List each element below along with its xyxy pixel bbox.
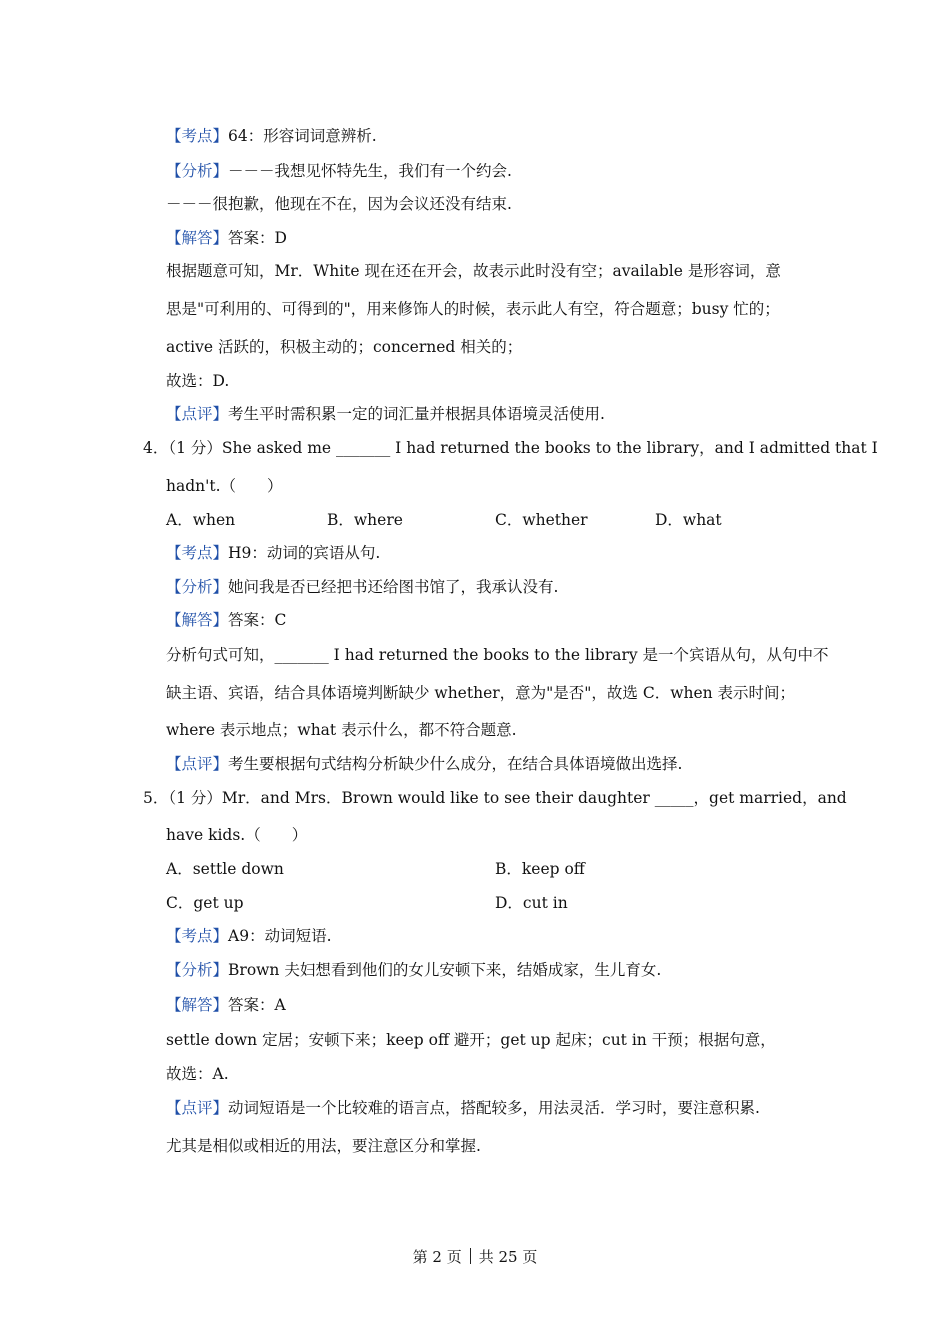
fenxi-line [166,161,512,181]
question-4-option-c: C．whether [495,511,588,529]
line-text: 她问我是否已经把书还给图书馆了，我承认没有. [228,578,559,596]
line-text: 考生平时需积累一定的词汇量并根据具体语境灵活使用. [228,405,605,423]
fenxi-tag: 【分析】 [166,162,229,180]
line-text: －－－我想见怀特先生，我们有一个约会. [228,162,512,180]
page-footer [0,1247,950,1267]
dianping-tag: 【点评】 [166,405,229,423]
text-line: 缺主语、宾语，结合具体语境判断缺少 whether，意为"是否"，故选 C．when 表示时间； [166,684,796,702]
text-line: 思是"可利用的、可得到的"，用来修饰人的时候，表示此人有空，符合题意；busy 忙的； [166,300,780,318]
question-4-option-d: D．what [655,511,722,529]
jieda-tag: 【解答】 [166,996,229,1014]
line-text: 答案：D [228,229,287,247]
fenxi-tag: 【分析】 [166,961,229,979]
dianping-tag: 【点评】 [166,1099,229,1117]
line-text: H9：动词的宾语从句. [228,544,381,562]
question-5-stem-cont: have kids.（ ） [166,826,308,844]
dianping-line [166,1098,760,1118]
jieda-tag: 【解答】 [166,611,229,629]
kaodian-tag: 【考点】 [166,544,229,562]
question-5-option-d: D．cut in [495,894,568,912]
fenxi-line [166,960,661,980]
question-4-stem: 4．（1 分）She asked me _______ I had returned the books to the library，and I admitted that I [143,439,878,457]
jieda-line [166,995,286,1015]
kaodian-tag: 【考点】 [166,927,229,945]
line-text: 64：形容词词意辨析. [228,127,377,145]
page-number: 第 2 页 [412,1248,462,1266]
page-total: 共 25 页 [478,1248,538,1266]
line-text: 答案：A [228,996,286,1014]
question-5-option-c: C．get up [166,894,244,912]
kaodian-line [166,126,377,146]
footer-separator [470,1248,471,1264]
dianping-line [166,754,682,774]
kaodian-line [166,926,332,946]
jieda-tag: 【解答】 [166,229,229,247]
fenxi-tag: 【分析】 [166,578,229,596]
text-line: 分析句式可知，_______ I had returned the books to the library 是一个宾语从句，从句中不 [166,646,829,664]
text-line: －－－很抱歉，他现在不在，因为会议还没有结束. [166,195,512,213]
question-5-stem: 5．（1 分）Mr．and Mrs．Brown would like to see their daughter _____，get married，and [143,789,847,807]
question-4-option-b: B．where [327,511,403,529]
kaodian-tag: 【考点】 [166,127,229,145]
question-4-stem-cont: hadn't.（ ） [166,477,283,495]
line-text: 动词短语是一个比较难的语言点，搭配较多，用法灵活．学习时，要注意积累. [228,1099,760,1117]
line-text: 考生要根据句式结构分析缺少什么成分，在结合具体语境做出选择. [228,755,683,773]
kaodian-line [166,543,380,563]
jieda-line [166,610,286,630]
text-line: where 表示地点；what 表示什么，都不符合题意. [166,721,517,739]
line-text: Brown 夫妇想看到他们的女儿安顿下来，结婚成家，生儿育女. [228,961,662,979]
dianping-line [166,404,605,424]
text-line: settle down 定居；安顿下来；keep off 避开；get up 起床；cut in 干预；根据句意， [166,1031,776,1049]
jieda-line [166,228,287,248]
line-text: 答案：C [228,611,287,629]
text-line: 故选：A. [166,1065,229,1083]
fenxi-line [166,577,558,597]
text-line: active 活跃的，积极主动的；concerned 相关的； [166,338,523,356]
dianping-tag: 【点评】 [166,755,229,773]
line-text: A9：动词短语. [228,927,332,945]
text-line: 根据题意可知，Mr．White 现在还在开会，故表示此时没有空；available 是形容词，意 [166,262,781,280]
question-5-option-b: B．keep off [495,860,585,878]
text-line: 故选：D. [166,372,230,390]
text-line: 尤其是相似或相近的用法，要注意区分和掌握. [166,1137,481,1155]
question-4-option-a: A．when [166,511,236,529]
question-5-option-a: A．settle down [166,860,284,878]
